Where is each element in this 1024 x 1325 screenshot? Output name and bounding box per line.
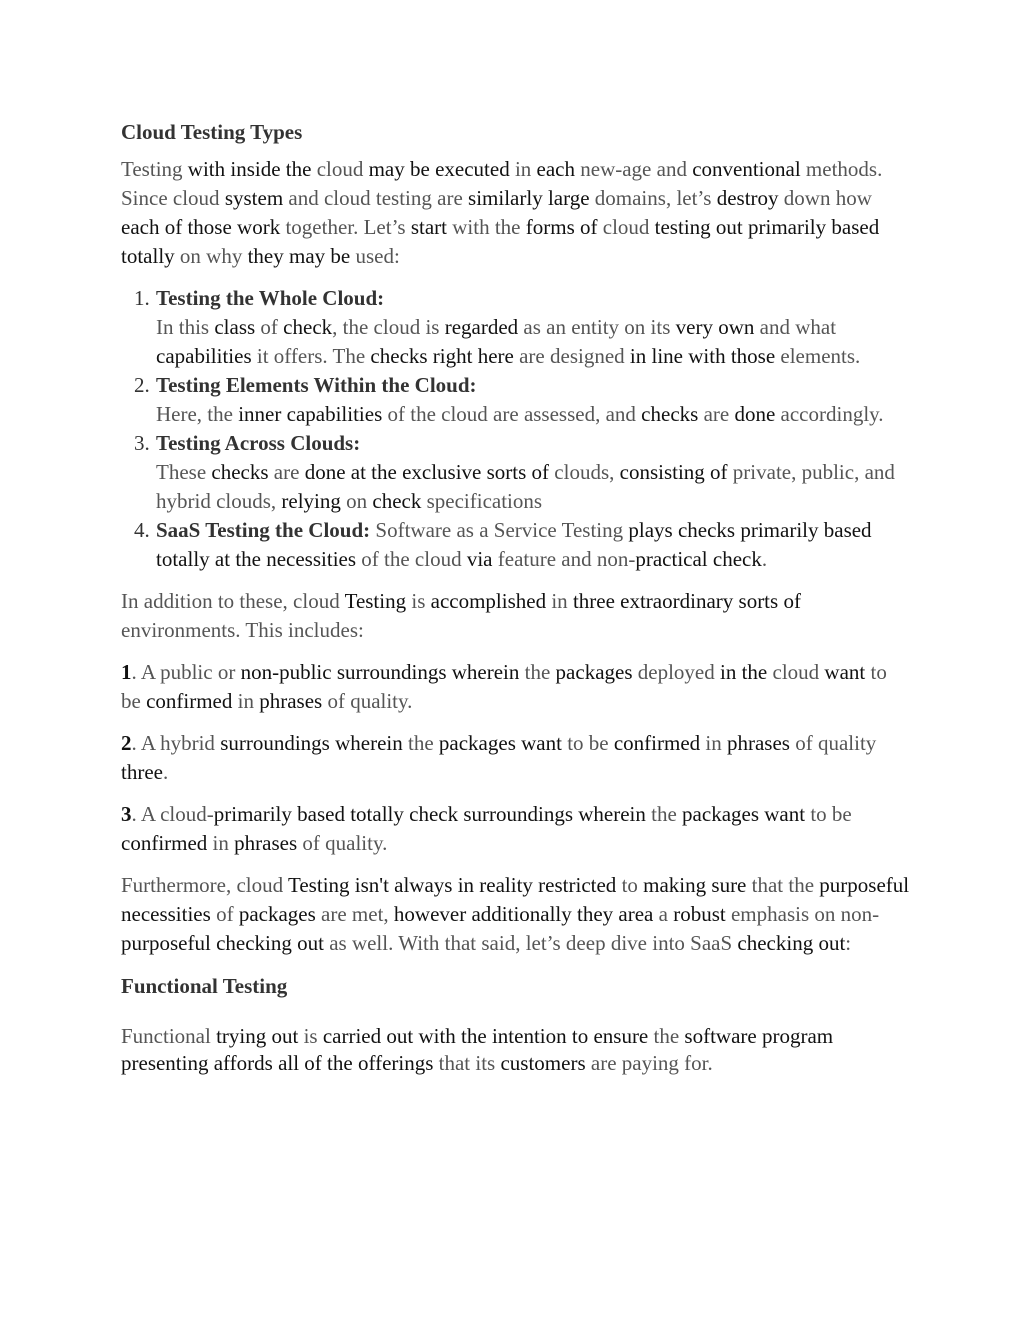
text-run: clouds, [554, 460, 620, 484]
testing-types-list [121, 284, 911, 574]
text-run: destroy [716, 186, 784, 210]
text-run: making sure [643, 873, 752, 897]
text-run: is [303, 1024, 323, 1048]
text-run: in [237, 689, 260, 713]
text-run: . A cloud- [131, 802, 214, 826]
text-run: as an entity on its [523, 315, 676, 339]
text-run: phrases [726, 731, 796, 755]
section-heading: Cloud Testing Types [121, 120, 303, 144]
text-run: three extraordinary sorts of [572, 589, 801, 613]
text-run: . A public or [131, 660, 241, 684]
document-page [121, 118, 911, 1090]
text-run: done at the exclusive sorts of [304, 460, 555, 484]
text-run: phrases [234, 831, 303, 855]
text-run: are [273, 460, 305, 484]
environment-number: 3 [121, 802, 132, 826]
text-run: that its [438, 1051, 501, 1075]
text-run: conventional [692, 157, 801, 181]
text-run: customers [500, 1051, 591, 1075]
text-run: used: [355, 244, 400, 268]
text-run: carried out with the intention to ensure [322, 1024, 654, 1048]
text-run: Furthermore, cloud [121, 873, 288, 897]
text-run: Testing isn't always in reality restricted [288, 873, 622, 897]
text-run: checks right here [370, 344, 520, 368]
text-run: methods. Since cloud [121, 157, 883, 210]
text-run: purposeful necessities [121, 873, 910, 926]
text-run: down how [783, 186, 872, 210]
text-run: are [437, 186, 469, 210]
text-run: emphasis on non- [730, 902, 880, 926]
environment-number: 1 [121, 660, 132, 684]
text-run: private, public, and hybrid clouds, [156, 460, 895, 513]
text-run: Software as a Service Testing [370, 518, 629, 542]
text-run: In addition to these, cloud [121, 589, 345, 613]
text-run: phrases [259, 689, 328, 713]
text-run: cloud [772, 660, 825, 684]
text-run: with the [452, 215, 526, 239]
text-run: of quality [795, 731, 877, 755]
text-run: in [551, 589, 573, 613]
section-heading: Functional Testing [121, 974, 288, 998]
list-item [155, 284, 911, 371]
text-run: is [425, 315, 445, 339]
text-run: These [156, 460, 212, 484]
furthermore-paragraph [121, 871, 911, 958]
text-run: plays checks primarily based totally at the necessities [156, 518, 872, 571]
text-run: , the cloud [332, 315, 426, 339]
text-run: as well. With that said, let’s deep dive into SaaS [329, 931, 738, 955]
text-run: new-age and [580, 157, 693, 181]
text-run: . [761, 547, 768, 571]
text-run: checking out [737, 931, 846, 955]
list-item-title: SaaS Testing the Cloud: [156, 518, 371, 542]
list-item-body [156, 315, 860, 368]
text-run: together. Let’s [285, 215, 411, 239]
text-run: with inside the [187, 157, 317, 181]
text-run: trying out [216, 1024, 304, 1048]
text-run: the [653, 1024, 685, 1048]
text-run: of the cloud [361, 547, 467, 571]
text-run: on why [179, 244, 248, 268]
text-run: it offers. The [256, 344, 371, 368]
text-run: of [216, 902, 239, 926]
text-run: each of those work [121, 215, 286, 239]
addition-paragraph [121, 587, 911, 645]
text-run: checks [641, 402, 704, 426]
text-run: in [514, 157, 537, 181]
text-run: packages [555, 660, 638, 684]
text-run: cloud [316, 157, 369, 181]
text-run: however additionally they area [393, 902, 659, 926]
environment-text [121, 660, 887, 713]
environment-paragraph [121, 658, 911, 716]
text-run: to be [121, 660, 887, 713]
list-item [155, 371, 911, 429]
text-run: elements. [780, 344, 861, 368]
list-item [155, 516, 911, 574]
text-run: to be [810, 802, 852, 826]
text-run: system [224, 186, 289, 210]
list-item-body [156, 402, 884, 426]
text-run: they may be [247, 244, 356, 268]
text-run: packages [238, 902, 322, 926]
text-run: are designed [519, 344, 630, 368]
text-run: regarded [444, 315, 524, 339]
text-run: . [162, 760, 169, 784]
text-run: on [346, 489, 373, 513]
text-run: environments. This includes: [121, 618, 364, 642]
text-run: confirmed [146, 689, 238, 713]
text-run: relying [281, 489, 347, 513]
text-run: testing out primarily based totally [121, 215, 880, 268]
text-run: software program presenting affords all of the offerings [121, 1024, 834, 1075]
text-run: and cloud testing [288, 186, 438, 210]
text-run: capabilities [156, 344, 257, 368]
text-run: Functional [121, 1024, 217, 1048]
text-run: the [408, 731, 439, 755]
text-run: the [524, 660, 556, 684]
text-run: in the [720, 660, 773, 684]
text-run: consisting of [619, 460, 733, 484]
text-run: accordingly. [780, 402, 884, 426]
text-run: of quality. [327, 689, 413, 713]
text-run: is [411, 589, 431, 613]
text-run: feature and non- [497, 547, 636, 571]
text-run: domains, let’s [594, 186, 717, 210]
text-run: . A hybrid [131, 731, 221, 755]
text-run: Here, the [156, 402, 239, 426]
text-run: non-public surroundings wherein [240, 660, 525, 684]
list-item-title: Testing Elements Within the Cloud: [156, 373, 477, 397]
text-run: in [705, 731, 727, 755]
text-run: surroundings wherein [220, 731, 408, 755]
text-run: of quality. [302, 831, 388, 855]
text-run: that the [751, 873, 820, 897]
text-run: check [372, 489, 427, 513]
environment-text [121, 802, 852, 855]
intro-paragraph [121, 155, 911, 271]
text-run: three [121, 760, 163, 784]
text-run: cloud [602, 215, 655, 239]
text-run: primarily based totally check surroundings wherein [213, 802, 652, 826]
text-run: to be [567, 731, 614, 755]
environment-paragraph [121, 800, 911, 858]
text-run: the [651, 802, 683, 826]
text-run: start [410, 215, 453, 239]
text-run: and what [759, 315, 837, 339]
text-run: are met, [321, 902, 394, 926]
text-run: in [212, 831, 235, 855]
text-run: inner capabilities [238, 402, 388, 426]
list-item-title: Testing the Whole Cloud: [156, 286, 385, 310]
environment-number: 2 [121, 731, 132, 755]
text-run: deployed [637, 660, 720, 684]
text-run: check [283, 315, 333, 339]
environment-paragraph [121, 729, 911, 787]
text-run: In this [156, 315, 215, 339]
text-run: packages want [682, 802, 811, 826]
text-run: to [621, 873, 644, 897]
list-item-title: Testing Across Clouds: [156, 431, 361, 455]
text-run: each [536, 157, 581, 181]
text-run: : [845, 931, 852, 955]
text-run: robust [673, 902, 731, 926]
functional-section [121, 972, 911, 1077]
list-item-body [156, 460, 895, 513]
text-run: class [214, 315, 261, 339]
text-run: may be executed [368, 157, 515, 181]
functional-paragraph [121, 1023, 911, 1077]
text-run: forms of [525, 215, 603, 239]
list-item [155, 429, 911, 516]
text-run: of [260, 315, 284, 339]
text-run: confirmed [613, 731, 706, 755]
text-run: specifications [426, 489, 543, 513]
text-run: packages want [438, 731, 568, 755]
text-run: confirmed [121, 831, 213, 855]
text-run: Testing [121, 157, 188, 181]
text-run: Testing [344, 589, 412, 613]
text-run: want [824, 660, 871, 684]
text-run: checks [211, 460, 274, 484]
text-run: are [703, 402, 735, 426]
text-run: via [466, 547, 498, 571]
environment-text [121, 731, 876, 784]
text-run: similarly large [468, 186, 595, 210]
text-run: practical check [635, 547, 762, 571]
text-run: very own [675, 315, 760, 339]
text-run: are paying for. [590, 1051, 713, 1075]
text-run: purposeful checking out [121, 931, 330, 955]
text-run: accomplished [430, 589, 552, 613]
text-run: in line with those [629, 344, 781, 368]
text-run: done [734, 402, 781, 426]
text-run: of the cloud are assessed, and [387, 402, 642, 426]
text-run: a [658, 902, 674, 926]
